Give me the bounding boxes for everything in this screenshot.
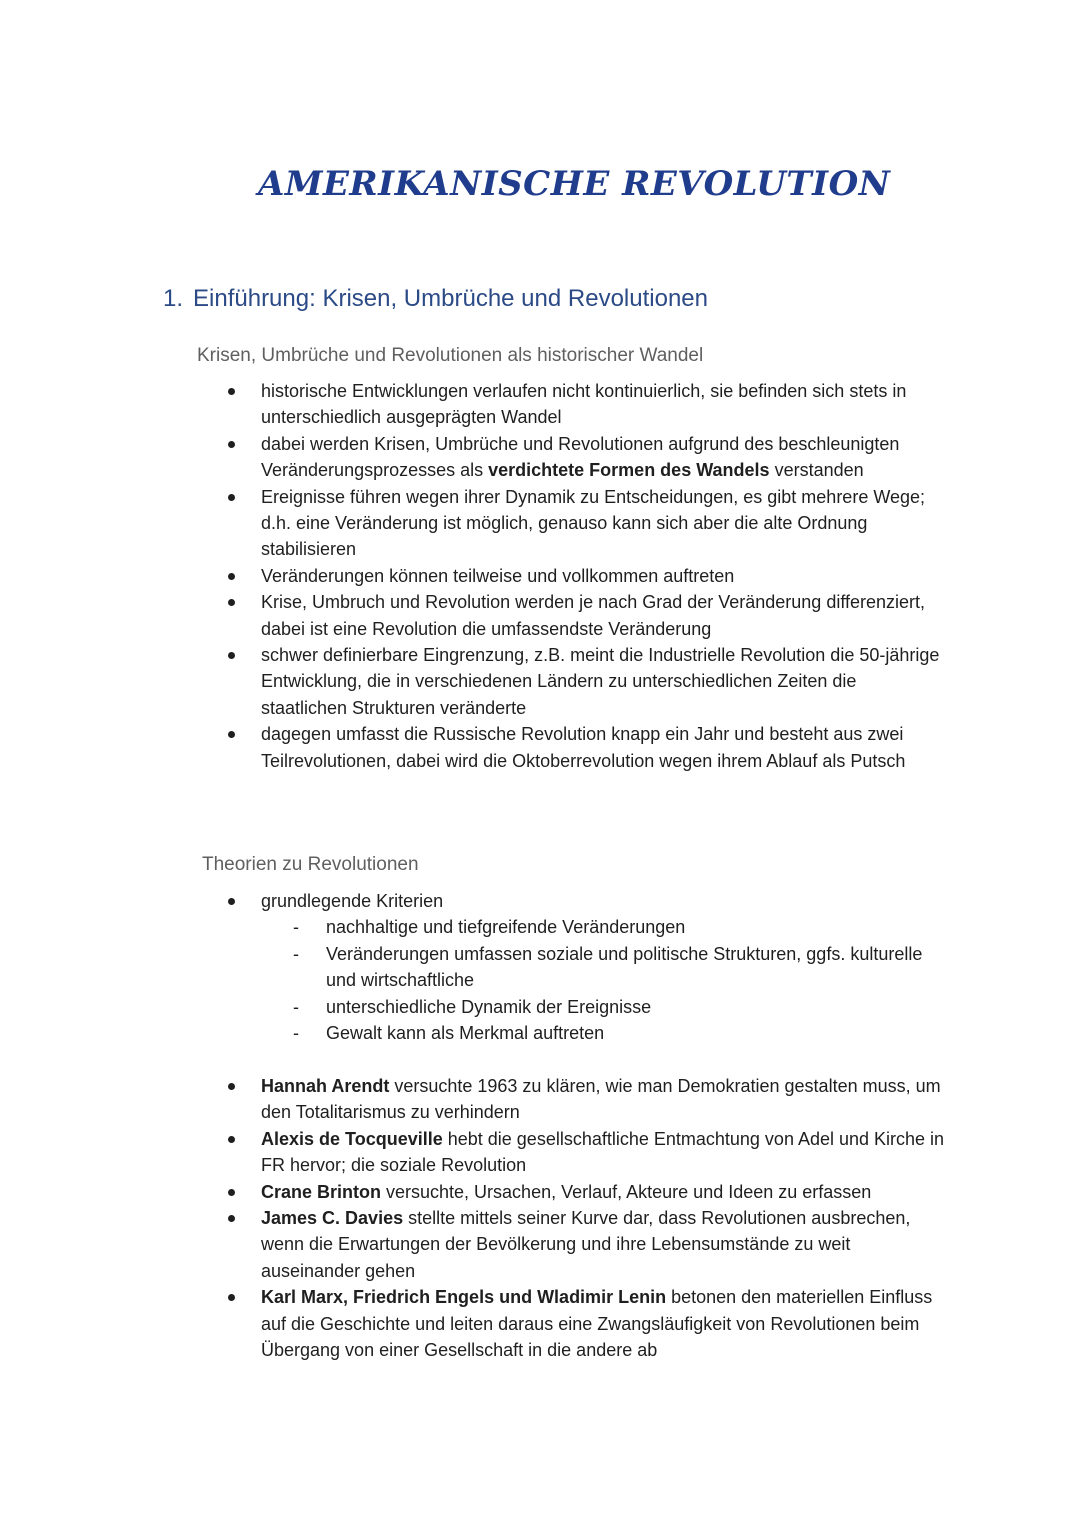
section-heading [163, 285, 708, 313]
theorist-name: Crane Brinton [261, 1181, 382, 1202]
list-item [226, 378, 946, 431]
subheading-theories: Theorien zu Revolutionen [202, 854, 419, 875]
list-item-text: Ereignisse führen wegen ihrer Dynamik zu Entscheidungen, es gibt mehrere Wege; d.h. eine Veränderung ist möglich, genauso kann sich aber die alte Ordnung stabilisieren [261, 486, 926, 560]
dash-icon: - [293, 917, 299, 938]
bullet-icon [228, 1083, 235, 1090]
bullet-icon [228, 731, 235, 738]
list-item-text: hebt die gesellschaftliche Entmachtung von Adel und Kirche in FR hervor; die soziale Revolution [261, 1128, 945, 1176]
list-item [226, 888, 946, 1046]
dash-icon: - [293, 996, 299, 1017]
list-item-text: historische Entwicklungen verlaufen nicht kontinuierlich, sie befinden sich stets in unterschiedlich ausgeprägten Wandel [261, 381, 907, 428]
sub-list-item [261, 914, 946, 940]
list-item [226, 1205, 946, 1284]
sub-list-criteria [261, 914, 946, 1046]
document-title: AMERIKANISCHE REVOLUTION [258, 164, 891, 204]
list-item-text: Krise, Umbruch und Revolution werden je nach Grad der Veränderung differenziert, dabei ist eine Revolution die umfassendste Veränderung [261, 592, 926, 639]
list-item-text: dabei werden Krisen, Umbrüche und Revolutionen aufgrund des beschleunigten Veränderungsprozesses als [261, 433, 900, 481]
list-item [226, 431, 946, 484]
bullet-icon [228, 1189, 235, 1196]
list-item-emphasis: verdichtete Formen des Wandels [488, 460, 770, 481]
bullet-list-historical-change [226, 378, 946, 774]
list-item [226, 1073, 946, 1126]
list-item-text: betonen den materiellen Einfluss auf die Geschichte und leiten daraus eine Zwangsläufigkeit von Revolutionen beim Übergang von einer Gesellschaft in die andere ab [261, 1287, 933, 1361]
bullet-icon [228, 652, 235, 659]
subheading-historical-change: Krisen, Umbrüche und Revolutionen als historischer Wandel [197, 345, 704, 366]
list-item [226, 563, 946, 589]
bullet-icon [228, 1294, 235, 1301]
section-number: 1. [163, 285, 184, 312]
bullet-icon [228, 1215, 235, 1222]
list-item-text: verstanden [769, 460, 864, 481]
list-item [226, 1284, 946, 1363]
list-item-text: dagegen umfasst die Russische Revolution knapp ein Jahr und besteht aus zwei Teilrevolutionen, dabei wird die Oktoberrevolution wegen ihrem Ablauf als Putsch [261, 724, 906, 771]
list-item [226, 642, 946, 721]
theorist-name: Alexis de Tocqueville [261, 1128, 443, 1149]
bullet-icon [228, 599, 235, 606]
sub-list-item [261, 994, 946, 1020]
list-item-text: versuchte, Ursachen, Verlauf, Akteure und Ideen zu erfassen [381, 1181, 872, 1202]
bullet-icon [228, 573, 235, 580]
theorist-name: James C. Davies [261, 1208, 404, 1229]
bullet-icon [228, 441, 235, 448]
sub-list-item-text: nachhaltige und tiefgreifende Veränderungen [326, 917, 686, 938]
theorist-name: Karl Marx, Friedrich Engels und Wladimir Lenin [261, 1287, 667, 1308]
list-item-text: schwer definierbare Eingrenzung, z.B. meint die Industrielle Revolution die 50-jährige Entwicklung, die in verschiedenen Ländern zu unterschiedlichen Zeiten die staatlichen Strukturen veränderte [261, 645, 940, 718]
list-item-text: grundlegende Kriterien [261, 891, 444, 911]
list-item-text: Veränderungen können teilweise und vollkommen auftreten [261, 565, 735, 586]
dash-icon: - [293, 1023, 299, 1044]
list-item [226, 589, 946, 642]
list-item [226, 1179, 946, 1205]
bullet-icon [228, 1136, 235, 1143]
list-item-text: stellte mittels seiner Kurve dar, dass Revolutionen ausbrechen, wenn die Erwartungen der Bevölkerung und ihre Lebensumstände zu weit auseinander gehen [261, 1208, 911, 1281]
bullet-icon [228, 388, 235, 395]
list-item [226, 484, 946, 563]
bullet-icon [228, 494, 235, 501]
theorist-name: Hannah Arendt [261, 1076, 390, 1096]
bullet-list-criteria [226, 888, 946, 1046]
list-item [226, 721, 946, 774]
sub-list-item-text: Gewalt kann als Merkmal auftreten [326, 1023, 605, 1044]
list-item-text: versuchte 1963 zu klären, wie man Demokratien gestalten muss, um den Totalitarismus zu verhindern [261, 1076, 941, 1123]
dash-icon: - [293, 943, 299, 964]
sub-list-item-text: unterschiedliche Dynamik der Ereignisse [326, 996, 652, 1017]
section-title: Einführung: Krisen, Umbrüche und Revolutionen [193, 285, 708, 312]
sub-list-item [261, 941, 946, 994]
bullet-list-theorists [226, 1073, 946, 1363]
list-item [226, 1126, 946, 1179]
sub-list-item [261, 1020, 946, 1046]
bullet-icon [228, 898, 235, 905]
sub-list-item-text: Veränderungen umfassen soziale und politische Strukturen, ggfs. kulturelle und wirtschaftliche [326, 943, 923, 991]
